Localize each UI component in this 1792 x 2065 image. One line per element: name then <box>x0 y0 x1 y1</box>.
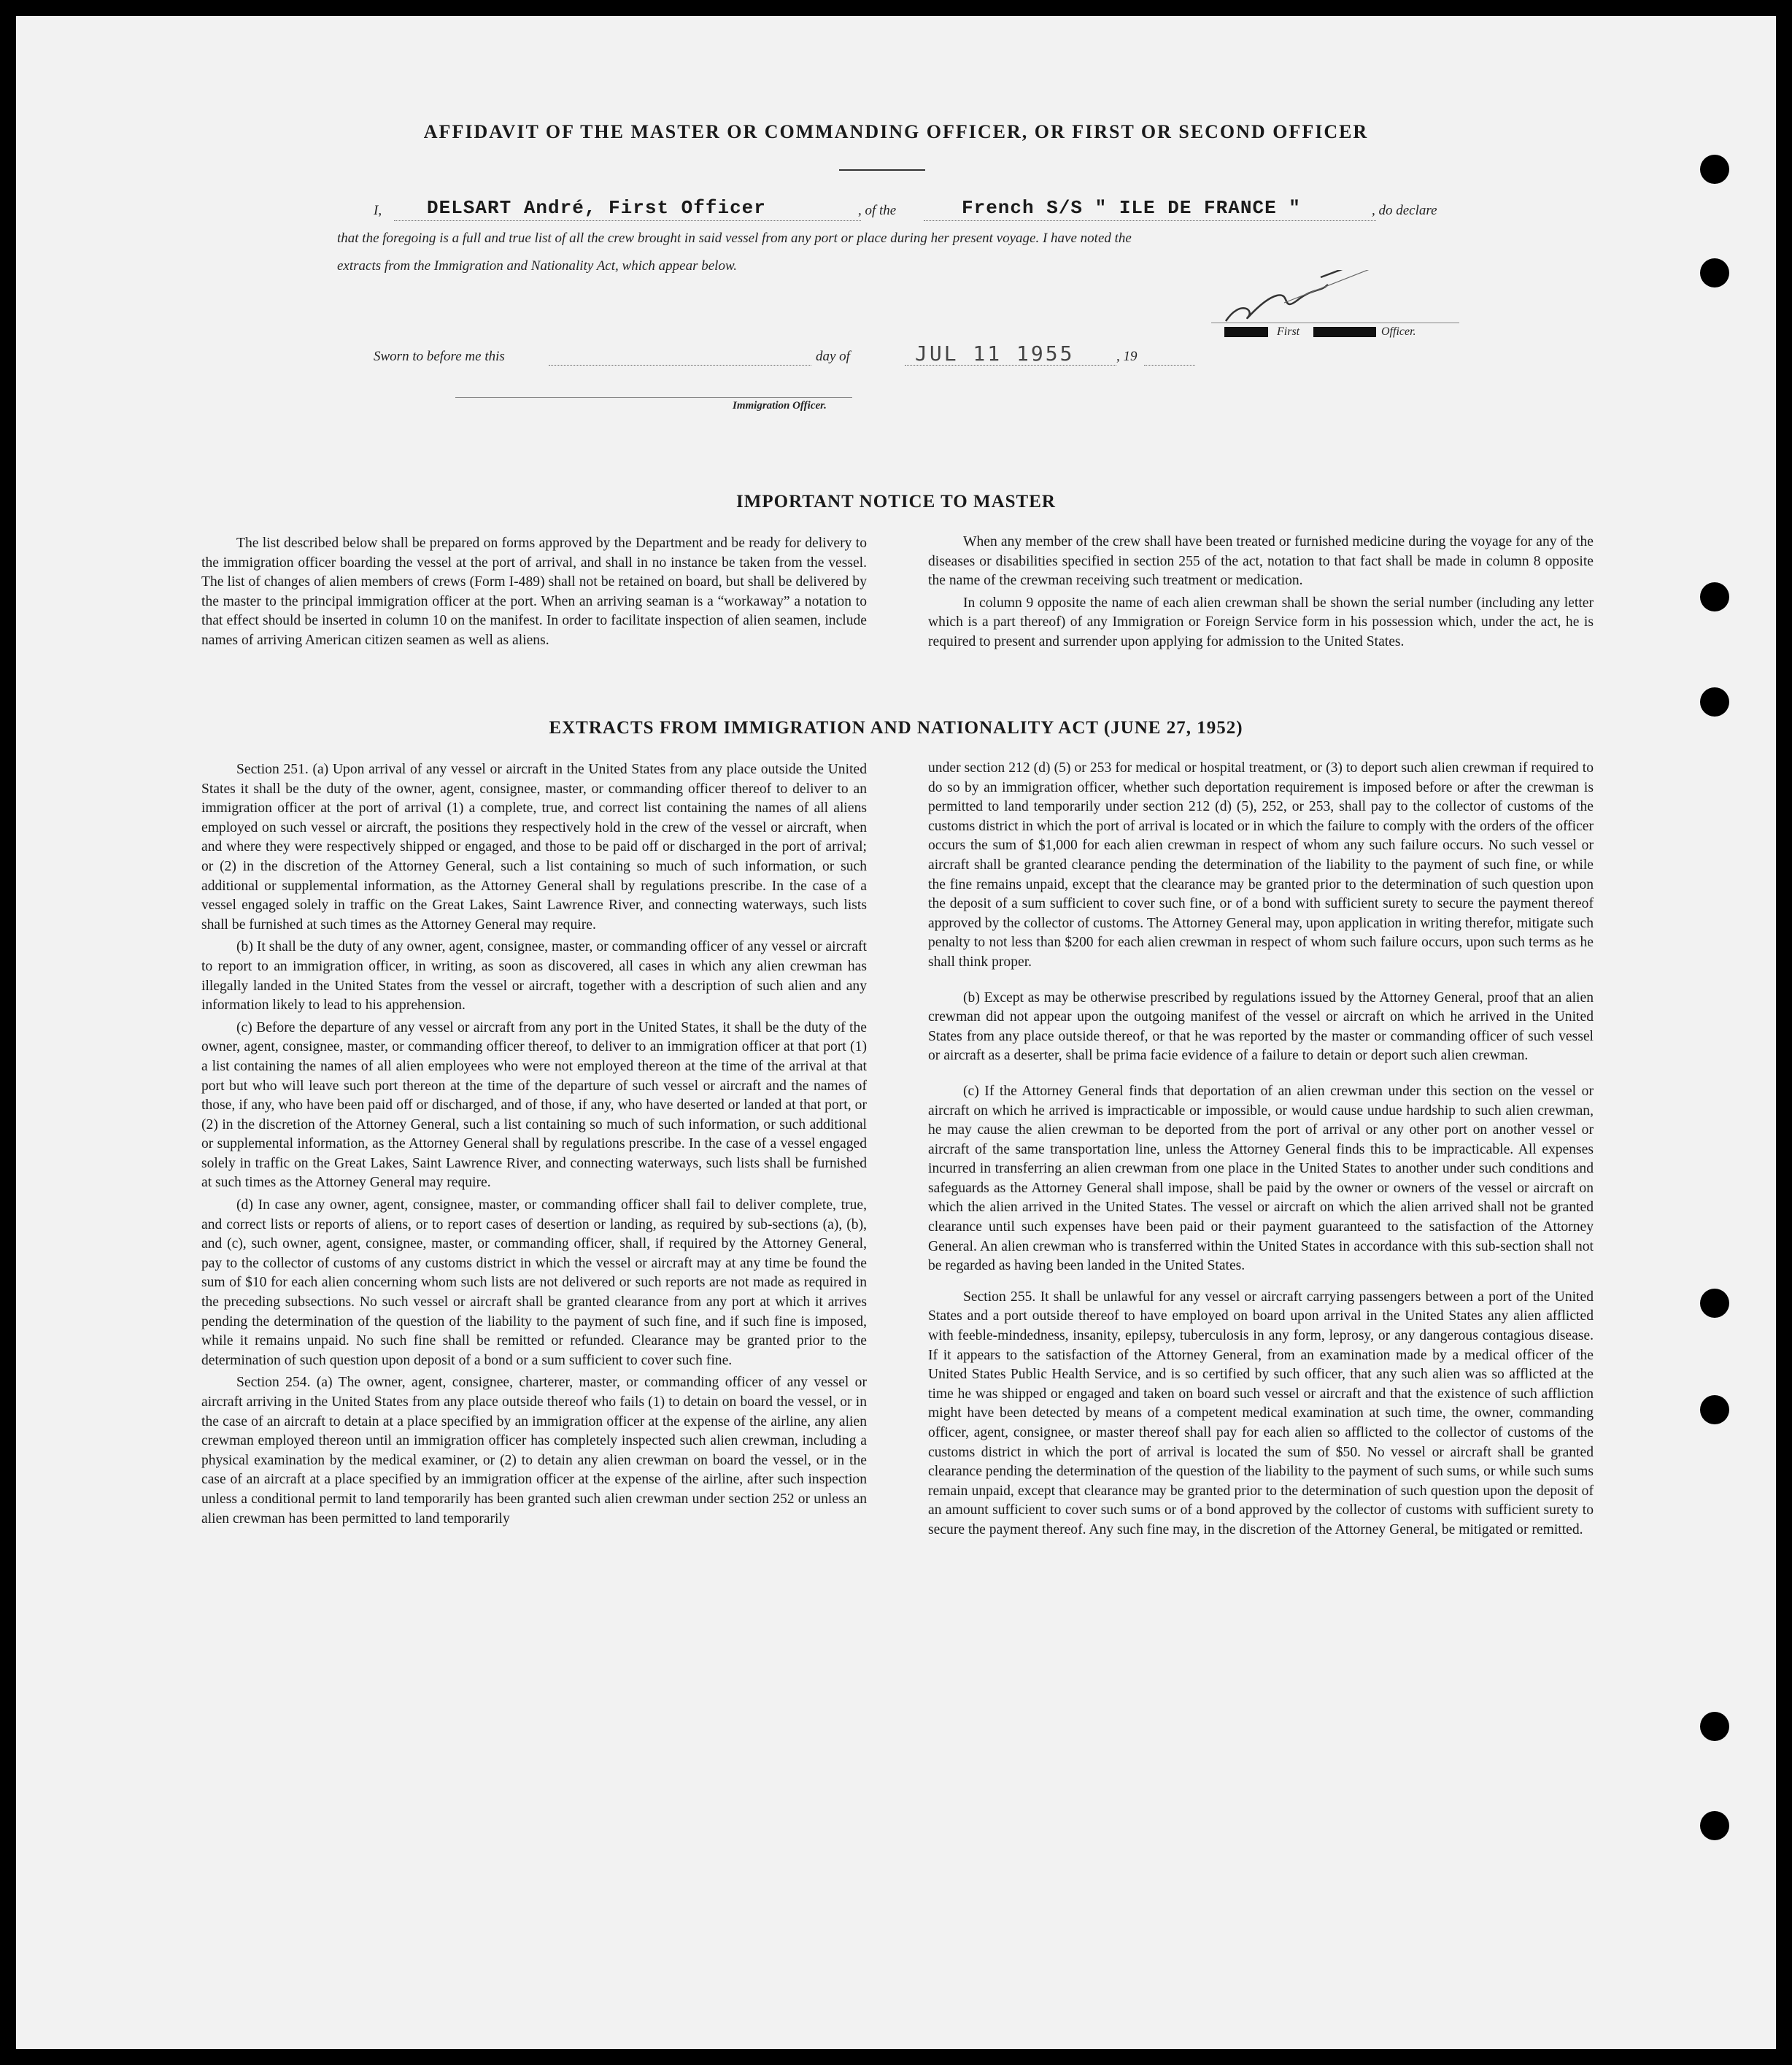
section-254-b: (b) Except as may be otherwise prescribed by regulations issued by the Attorney General, proof that an alien crewman did not appear upon the outgoing manifest of the vessel or aircraft on which he arrived in the United States from any place outside thereof, or that he was reported by the master or commanding officer of such vessel or aircraft as a deserter, shall be prima facie evidence of a failure to detain or deport such alien crewman. <box>928 989 1594 1064</box>
punch-hole-icon <box>1700 1395 1729 1424</box>
vessel-line <box>924 220 1376 221</box>
officer-name: DELSART André, First Officer <box>427 197 766 219</box>
section-251-d: (d) In case any owner, agent, consignee, master, or commanding officer shall fail to deliver complete, true, and correct lists or reports of aliens, or to report cases of desertion or landing, as required by sub-sections (a), (b), and (c), such owner, agent, consignee, master, or commanding officer, shall, if required by the Attorney General, pay to the collector of customs of any customs district in which the vessel or aircraft may at any time be found the sum of $10 for each alien concerning whom such lists are not delivered or such reports are not made as required in the preceding subsections. No such vessel or aircraft shall be granted clearance from any port at which it arrives pending the determination of the question of the liability to the payment of such fine, and if such fine is imposed, while it remains unpaid. No such fine shall be remitted or refunded. Clearance may be granted prior to the determination of such question upon deposit of a bond or a sum sufficient to cover such fine. <box>201 1197 867 1368</box>
section-255: Section 255. It shall be unlawful for any vessel or aircraft carrying passengers between a port of the United States and a port outside thereof to have employed on board upon arrival in the United States any alien afflicted with feeble-mindedness, insanity, epilepsy, tuberculosis in any form, leprosy, or any dangerous contagious disease. If it appears to the satisfaction of the Attorney General, from an examination made by a medical officer of the United States Public Health Service, and is so certified by such officer, that any such alien was so afflicted at the time he was shipped or engaged and taken on board such vessel or aircraft and that the existence of such affliction might have been detected by means of a competent medical examination at such time, the owner, commanding officer, agent, consignee, or master thereof shall pay for each alien so afflicted to the collector of customs of the customs district in which the port of arrival is located the sum of $50. No vessel or aircraft shall be granted clearance pending the determination of the question of the liability to the payment of such sums, or while such sums remain unpaid, except that clearance may be granted prior to the determination of such question upon the deposit of an amount sufficient to cover such sums or of a bond approved by the collector of customs with sufficient surety to secure the payment thereof. Any such fine may, in the discretion of the Attorney General, be mitigated or remitted. <box>928 1289 1594 1537</box>
punch-hole-icon <box>1700 687 1729 717</box>
i-label: I, <box>374 203 382 218</box>
section-251-c: (c) Before the departure of any vessel or aircraft from any port in the United States, it shall be the duty of the owner, agent, consignee, master, or commanding officer thereof, to deliver to an immigration officer at that port (1) a list containing the names of all alien employees who were not employed thereon at the time of the arrival at that port but who will leave such port thereon at the time of the departure of such vessel or aircraft and the names of those, if any, who have been paid off or discharged, and of those, if any, who have deserted or landed at that port, or (2) in the discretion of the Attorney General, such a list containing so much of such information, or such additional or supplemental information, as the Attorney General shall by regulations prescribe. In the case of a vessel engaged solely in traffic on the Great Lakes, Saint Lawrence River, and connecting waterways, such lists shall be furnished at such times as the Attorney General may require. <box>201 1019 867 1191</box>
date-stamp: JUL 11 1955 <box>915 341 1075 366</box>
notice-left-paragraph: The list described below shall be prepared on forms approved by the Department and be ready for delivery to the immigration officer boarding the vessel at the port of arrival, and shall in no instance be taken from the vessel. The list of changes of alien members of crews (Form I-489) shall not be retained on board, but shall be delivered by the master to the principal immigration officer at the port. When an arriving seaman is a “workaway” a notation to that effect should be inserted in column 10 on the manifest. In order to facilitate inspection of alien seamen, include names of arriving American citizen seamen as well as aliens. <box>201 536 867 648</box>
section-251-a: Section 251. (a) Upon arrival of any vessel or aircraft in the United States from any place outside the United States it shall be the duty of the owner, agent, consignee, master, or commanding officer thereof to deliver to an immigration officer at the port of arrival (1) a complete, true, and correct list containing the names of all aliens employed on such vessel or aircraft, the positions they respectively hold in the crew of the vessel or aircraft, when and where they were respectively shipped or engaged, and those to be paid off or discharged in the port of arrival; or (2) in the discretion of the Attorney General, such a list containing so much of such information, or such additional or supplemental information, as the Attorney General shall by regulations prescribe. In the case of a vessel engaged solely in traffic on the Great Lakes, Saint Lawrence River, and connecting waterways, such lists shall be furnished at such times as the Attorney General may require. <box>201 762 867 933</box>
signature-icon <box>1211 270 1401 328</box>
name-line <box>394 220 861 221</box>
statement-line-1: that the foregoing is a full and true list of all the crew brought in said vessel from any port or place during her present voyage. I have noted the <box>337 231 1132 246</box>
extracts-right-column <box>928 759 1594 1543</box>
struck-out-text <box>1224 327 1268 337</box>
punch-hole-icon <box>1700 155 1729 184</box>
section-251-b: (b) It shall be the duty of any owner, agent, consignee, master, or commanding officer of any vessel or aircraft to report to an immigration officer, in writing, as soon as discovered, all cases in which any alien crewman has illegally landed in the United States from the vessel or aircraft, together with a description of such alien and any information likely to lead to his apprehension. <box>201 939 867 1014</box>
officer-rank-label: First <box>1277 325 1300 338</box>
section-254-a: Section 254. (a) The owner, agent, consignee, charterer, master, or commanding officer of any vessel or aircraft arriving in the United States from any place outside thereof who fails (1) to detain on board the vessel, or in the case of an aircraft to detain at a place specified by an immigration officer at the expense of the airline, any alien crewman employed thereon until an immigration officer has completely inspected such alien crewman, including a physical examination by the medical examiner, or (2) to detain any alien crewman on board the vessel, or in the case of an aircraft at a place specified by an immigration officer at the expense of the airline, after such inspection unless a conditional permit to land temporarily has been granted such alien crewman under section 252 or unless an alien crewman has been permitted to land temporarily <box>201 1375 867 1526</box>
immigration-officer-label: Immigration Officer. <box>733 400 827 412</box>
do-declare-label: , do declare <box>1372 203 1437 218</box>
of-the-label: , of the <box>858 203 897 218</box>
punch-hole-icon <box>1700 582 1729 611</box>
vessel-name: French S/S " ILE DE FRANCE " <box>962 197 1301 219</box>
punch-hole-icon <box>1700 1289 1729 1318</box>
punch-hole-icon <box>1700 258 1729 287</box>
sworn-label: Sworn to before me this <box>374 349 505 364</box>
notice-title: IMPORTANT NOTICE TO MASTER <box>736 492 1056 512</box>
extracts-left-column <box>201 760 867 1532</box>
year-line <box>1144 365 1195 366</box>
date-line <box>905 365 1116 366</box>
officer-suffix-label: Officer. <box>1381 325 1416 338</box>
day-of-label: day of <box>816 349 850 364</box>
statement-line-2: extracts from the Immigration and Nationality Act, which appear below. <box>337 258 737 274</box>
notice-left-column <box>201 534 867 654</box>
section-254-c: (c) If the Attorney General finds that deportation of an alien crewman under this section on the vessel or aircraft on which he arrived is impracticable or impossible, or would cause undue hardship to such alien crewman, he may cause the alien crewman to be deported from the port of arrival or any other port on another vessel or aircraft of the same transportation line, unless the Attorney General finds this to be impracticable. All expenses incurred in transferring an alien crewman from one place in the United States to another under such conditions and safeguards as the Attorney General shall impose, shall be paid by the owner or owners of the vessel or aircraft on which the alien arrived in the United States. The vessel or aircraft on which the alien arrived shall not be granted clearance until such expenses have been paid or their payment guaranteed to the satisfaction of the Attorney General. An alien crewman who is transferred within the United States in accordance with this sub-section shall not be regarded as having been landed in the United States. <box>928 1083 1594 1274</box>
punch-hole-icon <box>1700 1811 1729 1840</box>
sworn-line <box>549 365 811 366</box>
extracts-title: EXTRACTS FROM IMMIGRATION AND NATIONALITY ACT (JUNE 27, 1952) <box>549 718 1243 738</box>
struck-out-text <box>1313 327 1376 337</box>
section-254-a-continued: under section 212 (d) (5) or 253 for medical or hospital treatment, or (3) to deport such alien crewman if required to do so by an immigration officer, whether such deportation requirement is imposed before or after the crewman is permitted to land temporarily under section 212 (d) (5), 252, or 253, shall pay to the collector of customs of the customs district in which the port of arrival is located or in which the failure to comply with the orders of the officer occurs the sum of $1,000 for each alien crewman in respect of whom any such failure occurs. No such vessel or aircraft shall be granted clearance pending the determination of the liability to the payment of such fine, or while the fine remains unpaid, except that the clearance may be granted prior to the determination of such question upon the deposit of a sum sufficient to cover such fine, or of a bond with sufficient surety to secure the payment thereof approved by the collector of customs. The Attorney General may, upon application in writing therefor, mitigate such penalty to not less than $200 for each alien crewman in respect of whom such failure occurs, upon such terms as he shall think proper. <box>928 760 1594 970</box>
notice-right-paragraph-2: In column 9 opposite the name of each alien crewman shall be shown the serial number (including any letter which is a part thereof) of any Immigration or Foreign Service form in his possession which, under the act, he is required to present and surrender upon applying for admission to the United States. <box>928 595 1594 649</box>
affidavit-title: AFFIDAVIT OF THE MASTER OR COMMANDING OFFICER, OR FIRST OR SECOND OFFICER <box>423 121 1369 142</box>
year-label: , 19 <box>1116 349 1138 364</box>
notice-right-paragraph-1: When any member of the crew shall have been treated or furnished medicine during the voyage for any of the diseases or disabilities specified in section 255 of the act, notation to that fact shall be made in column 8 opposite the name of the crewman receiving such treatment or medication. <box>928 534 1594 589</box>
punch-hole-icon <box>1700 1712 1729 1741</box>
title-underline <box>839 169 925 171</box>
immigration-officer-line <box>455 397 852 398</box>
notice-right-column <box>928 533 1594 655</box>
